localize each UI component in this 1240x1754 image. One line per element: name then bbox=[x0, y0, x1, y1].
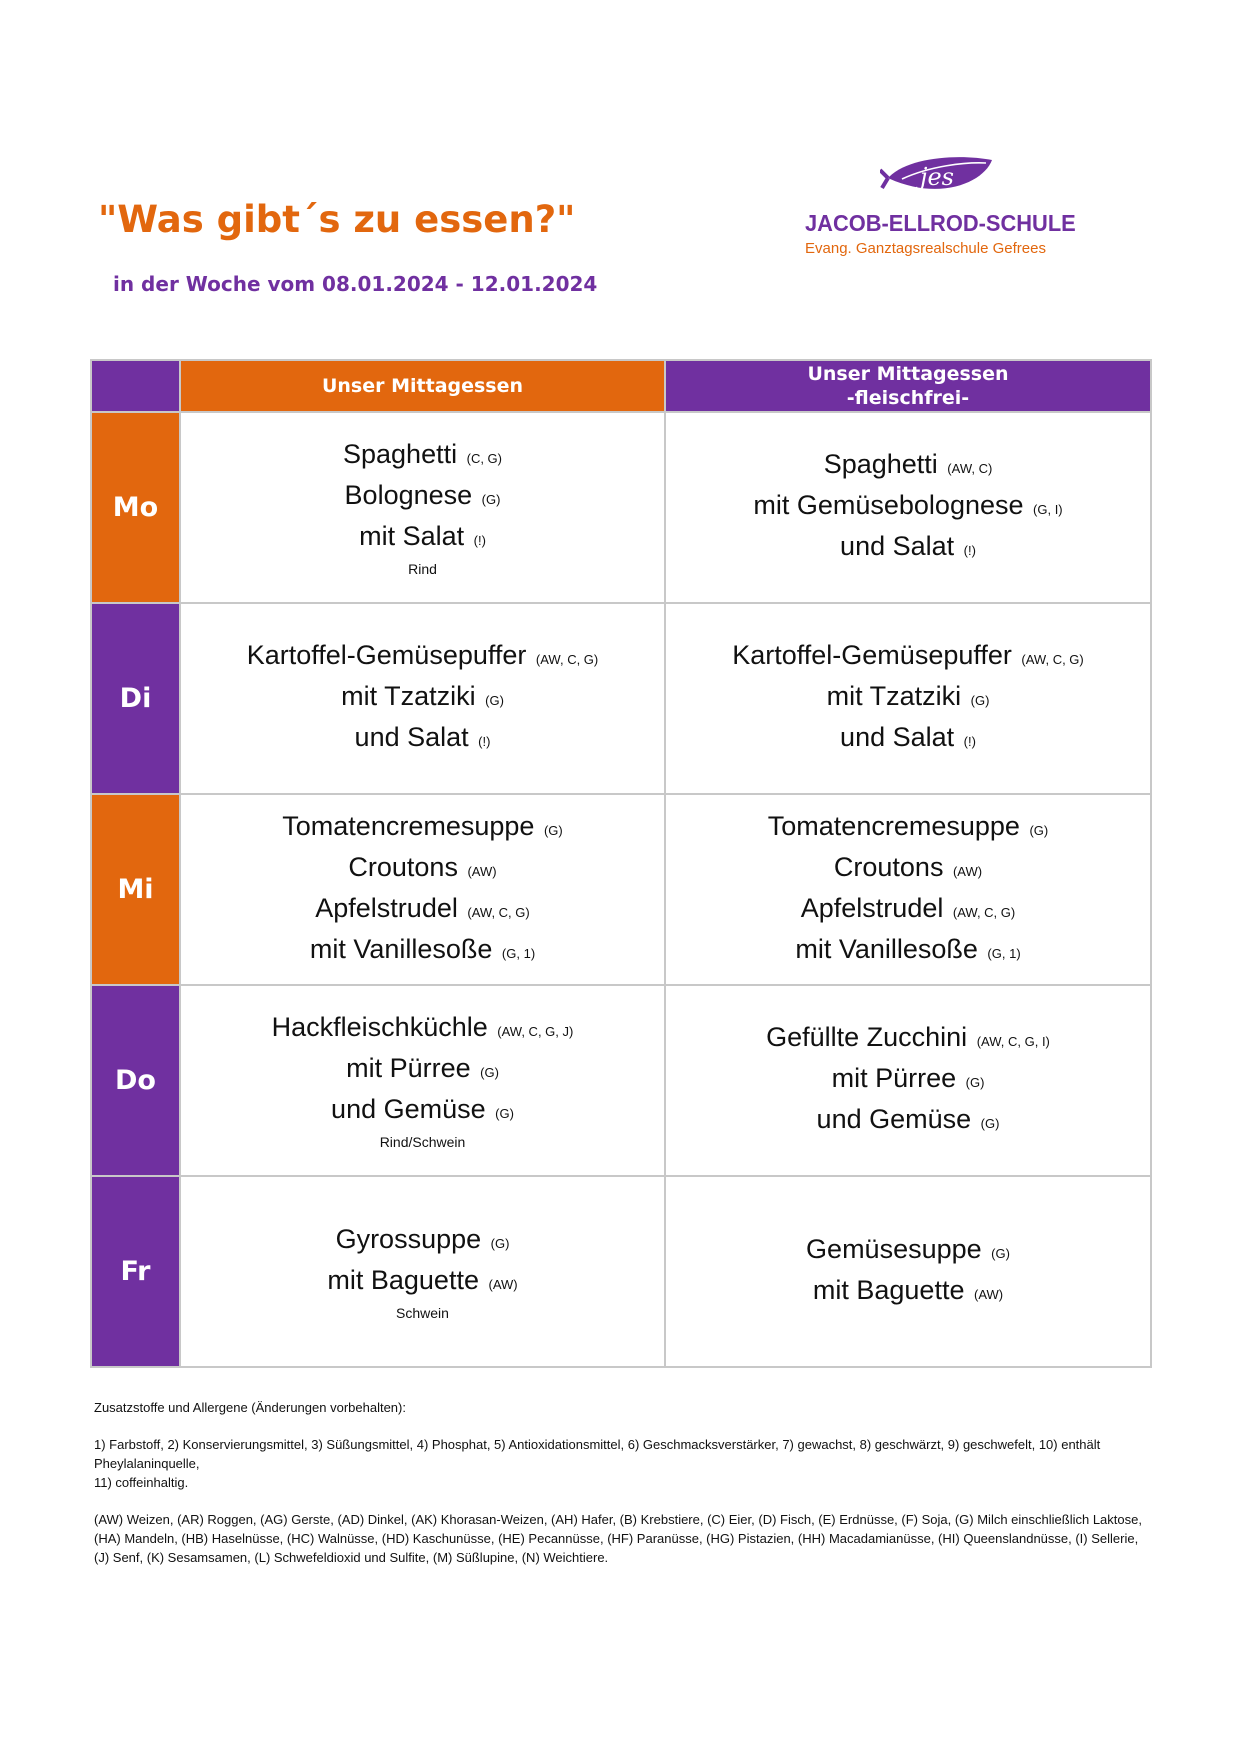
dish-line bbox=[181, 678, 664, 719]
main-dish-cell bbox=[180, 985, 665, 1176]
logo-emblem-text: jes bbox=[920, 163, 954, 191]
dish-line bbox=[181, 1009, 664, 1050]
allergen-legend bbox=[94, 1398, 1154, 1585]
day-label: Do bbox=[91, 985, 180, 1176]
main-dish-cell bbox=[180, 1176, 665, 1367]
fish-emblem-icon bbox=[880, 152, 1000, 202]
allergen-codes: (G) bbox=[495, 1106, 514, 1121]
dish-line bbox=[666, 1272, 1150, 1313]
allergen-codes: (C, G) bbox=[466, 451, 502, 466]
legend-heading: Zusatzstoffe und Allergene (Änderungen vorbehalten): bbox=[94, 1400, 406, 1415]
allergen-codes: (G, I) bbox=[1033, 502, 1063, 517]
dish-text: mit Gemüsebolognese bbox=[753, 490, 1024, 520]
dish-line bbox=[666, 637, 1150, 678]
allergen-codes: (AW) bbox=[467, 863, 497, 879]
dish-line bbox=[666, 931, 1150, 972]
legend-allergens: (AW) Weizen, (AR) Roggen, (AG) Gerste, (AD) Dinkel, (AK) Khorasan-Weizen, (AH) Hafer, (B) Krebstiere, (C) Eier, (D) Fisch, (E) Erdnüsse, (F) Soja, (G) Milch einschließlich Laktose, (HA) Mandeln, (HB) Haselnüsse, (HC) Walnüsse, (HD) Kaschunüsse, (HE) Pecannüsse, (HF) Paranüsse, (HG) Pistazien, (HH) Macadamianüsse, (HI) Queenslandnüsse, (I) Sellerie, (J) Senf, (K) Sesamsamen, (L) Schwefeldioxid und Sulfite, (M) Süßlupine, (N) Weichtiere. bbox=[94, 1512, 1142, 1565]
header-corner bbox=[91, 360, 180, 412]
logo-school-name: JACOB-ELLROD-SCHULE bbox=[805, 210, 1076, 236]
dish-line bbox=[666, 1060, 1150, 1101]
dish-line bbox=[181, 1091, 664, 1132]
meat-note: Rind/Schwein bbox=[379, 1134, 466, 1150]
allergen-codes: (!) bbox=[963, 543, 976, 558]
dish-text: Croutons bbox=[348, 851, 458, 882]
allergen-codes: (G) bbox=[490, 1235, 510, 1251]
table-row bbox=[91, 1176, 1151, 1367]
dish-text: Kartoffel-Gemüsepuffer bbox=[246, 640, 527, 670]
veg-dish-cell bbox=[665, 985, 1151, 1176]
table-row bbox=[91, 412, 1151, 603]
header-veg bbox=[665, 360, 1151, 412]
dish-text: mit Tzatziki bbox=[826, 681, 962, 711]
dish-line bbox=[666, 1231, 1150, 1272]
allergen-codes: (!) bbox=[478, 734, 491, 749]
allergen-codes: (G) bbox=[480, 1065, 499, 1080]
dish-line bbox=[181, 1050, 664, 1091]
dish-line bbox=[666, 808, 1150, 849]
allergen-codes: (G) bbox=[965, 1075, 985, 1090]
main-dish-cell bbox=[180, 794, 665, 985]
dish-line bbox=[666, 719, 1150, 760]
dish-text: mit Baguette bbox=[327, 1264, 479, 1295]
veg-dish-cell bbox=[665, 412, 1151, 603]
allergen-codes: (AW, C, G, J) bbox=[497, 1024, 574, 1039]
school-logo bbox=[805, 152, 1075, 264]
dish-text: Spaghetti bbox=[823, 449, 938, 479]
allergen-codes: (AW, C, G, I) bbox=[976, 1034, 1050, 1049]
day-label: Mo bbox=[91, 412, 180, 603]
dish-text: und Salat bbox=[840, 531, 955, 561]
allergen-codes: (AW, C) bbox=[947, 461, 993, 476]
dish-text: und Salat bbox=[354, 722, 469, 752]
dish-line bbox=[666, 528, 1150, 569]
allergen-codes: (AW) bbox=[488, 1276, 518, 1292]
dish-text: mit Tzatziki bbox=[341, 681, 476, 711]
dish-text: Kartoffel-Gemüsepuffer bbox=[732, 640, 1012, 670]
allergen-codes: (!) bbox=[963, 734, 976, 749]
dish-line bbox=[666, 446, 1150, 487]
dish-text: Bolognese bbox=[344, 480, 473, 510]
allergen-codes: (G) bbox=[980, 1116, 1000, 1131]
dish-text: mit Salat bbox=[359, 521, 465, 551]
dish-line bbox=[181, 719, 664, 760]
dish-line bbox=[181, 518, 664, 559]
dish-text: Gemüsesuppe bbox=[806, 1233, 982, 1264]
header-veg-line1: Unser Mittagessen bbox=[807, 363, 1009, 385]
main-dish-cell bbox=[180, 603, 665, 794]
logo-tagline: Evang. Ganztagsrealschule Gefrees bbox=[805, 240, 1046, 257]
allergen-codes: (AW, C, G) bbox=[952, 904, 1016, 920]
day-label: Fr bbox=[91, 1176, 180, 1367]
dish-text: und Gemüse bbox=[816, 1104, 972, 1134]
header-veg-line2: -fleischfrei- bbox=[846, 387, 970, 409]
dish-line bbox=[181, 808, 664, 849]
allergen-codes: (AW, C, G) bbox=[535, 652, 599, 667]
dish-text: Gyrossuppe bbox=[335, 1223, 482, 1254]
allergen-codes: (G) bbox=[970, 693, 990, 708]
dish-text: mit Baguette bbox=[812, 1274, 965, 1305]
dish-line bbox=[181, 931, 664, 972]
allergen-codes: (G, 1) bbox=[987, 945, 1021, 961]
dish-text: und Salat bbox=[840, 722, 955, 752]
day-label: Di bbox=[91, 603, 180, 794]
legend-additives-text: 1) Farbstoff, 2) Konservierungsmittel, 3) Süßungsmittel, 4) Phosphat, 5) Antioxidationsmittel, 6) Geschmacksverstärker, 7) gewachst, 8) geschwärzt, 9) geschwefelt, 10) enthält Pheylalaninquelle, bbox=[94, 1437, 1101, 1471]
dish-text: Apfelstrudel bbox=[315, 892, 458, 923]
veg-dish-cell bbox=[665, 794, 1151, 985]
allergen-codes: (!) bbox=[473, 533, 486, 548]
legend-additives bbox=[94, 1435, 1154, 1492]
allergen-codes: (G) bbox=[485, 693, 504, 708]
dish-line bbox=[181, 477, 664, 518]
allergen-codes: (AW) bbox=[973, 1286, 1004, 1302]
main-dish-cell bbox=[180, 412, 665, 603]
allergen-codes: (AW) bbox=[952, 863, 983, 879]
dish-line bbox=[181, 1262, 664, 1303]
allergen-codes: (G) bbox=[1029, 822, 1049, 838]
dish-text: Spaghetti bbox=[343, 439, 458, 469]
dish-line bbox=[181, 849, 664, 890]
dish-text: Apfelstrudel bbox=[800, 892, 944, 923]
dish-line bbox=[666, 678, 1150, 719]
dish-text: Hackfleischküchle bbox=[271, 1012, 488, 1042]
veg-dish-cell bbox=[665, 1176, 1151, 1367]
menu-header-row bbox=[91, 360, 1151, 412]
allergen-codes: (G) bbox=[543, 822, 563, 838]
week-subtitle: in der Woche vom 08.01.2024 - 12.01.2024 bbox=[113, 272, 598, 296]
allergen-codes: (AW, C, G) bbox=[467, 904, 530, 920]
day-label: Mi bbox=[91, 794, 180, 985]
dish-line bbox=[181, 436, 664, 477]
menu-table bbox=[90, 359, 1152, 1368]
table-row bbox=[91, 603, 1151, 794]
dish-text: Tomatencremesuppe bbox=[282, 810, 535, 841]
header-main: Unser Mittagessen bbox=[180, 360, 665, 412]
dish-text: mit Vanillesoße bbox=[309, 933, 493, 964]
dish-line bbox=[666, 487, 1150, 528]
allergen-codes: (G, 1) bbox=[501, 945, 536, 961]
dish-text: mit Vanillesoße bbox=[795, 933, 978, 964]
meat-note: Schwein bbox=[396, 1304, 449, 1321]
dish-line bbox=[666, 1101, 1150, 1142]
meat-note: Rind bbox=[408, 561, 437, 577]
dish-line bbox=[666, 1019, 1150, 1060]
dish-line bbox=[666, 890, 1150, 931]
dish-line bbox=[666, 849, 1150, 890]
allergen-codes: (G) bbox=[481, 492, 501, 507]
dish-line bbox=[181, 1221, 664, 1262]
veg-dish-cell bbox=[665, 603, 1151, 794]
dish-text: mit Pürree bbox=[831, 1063, 957, 1093]
dish-text: Gefüllte Zucchini bbox=[766, 1022, 968, 1052]
dish-text: Tomatencremesuppe bbox=[767, 810, 1020, 841]
legend-additives-text-2: 11) coffeinhaltig. bbox=[94, 1475, 189, 1490]
table-row bbox=[91, 794, 1151, 985]
dish-text: und Gemüse bbox=[331, 1094, 486, 1124]
dish-text: mit Pürree bbox=[346, 1053, 471, 1083]
dish-text: Croutons bbox=[833, 851, 944, 882]
dish-line bbox=[181, 637, 664, 678]
page-title: "Was gibt´s zu essen?" bbox=[98, 198, 576, 241]
allergen-codes: (G) bbox=[991, 1245, 1010, 1261]
dish-line bbox=[181, 890, 664, 931]
table-row bbox=[91, 985, 1151, 1176]
allergen-codes: (AW, C, G) bbox=[1021, 652, 1084, 667]
